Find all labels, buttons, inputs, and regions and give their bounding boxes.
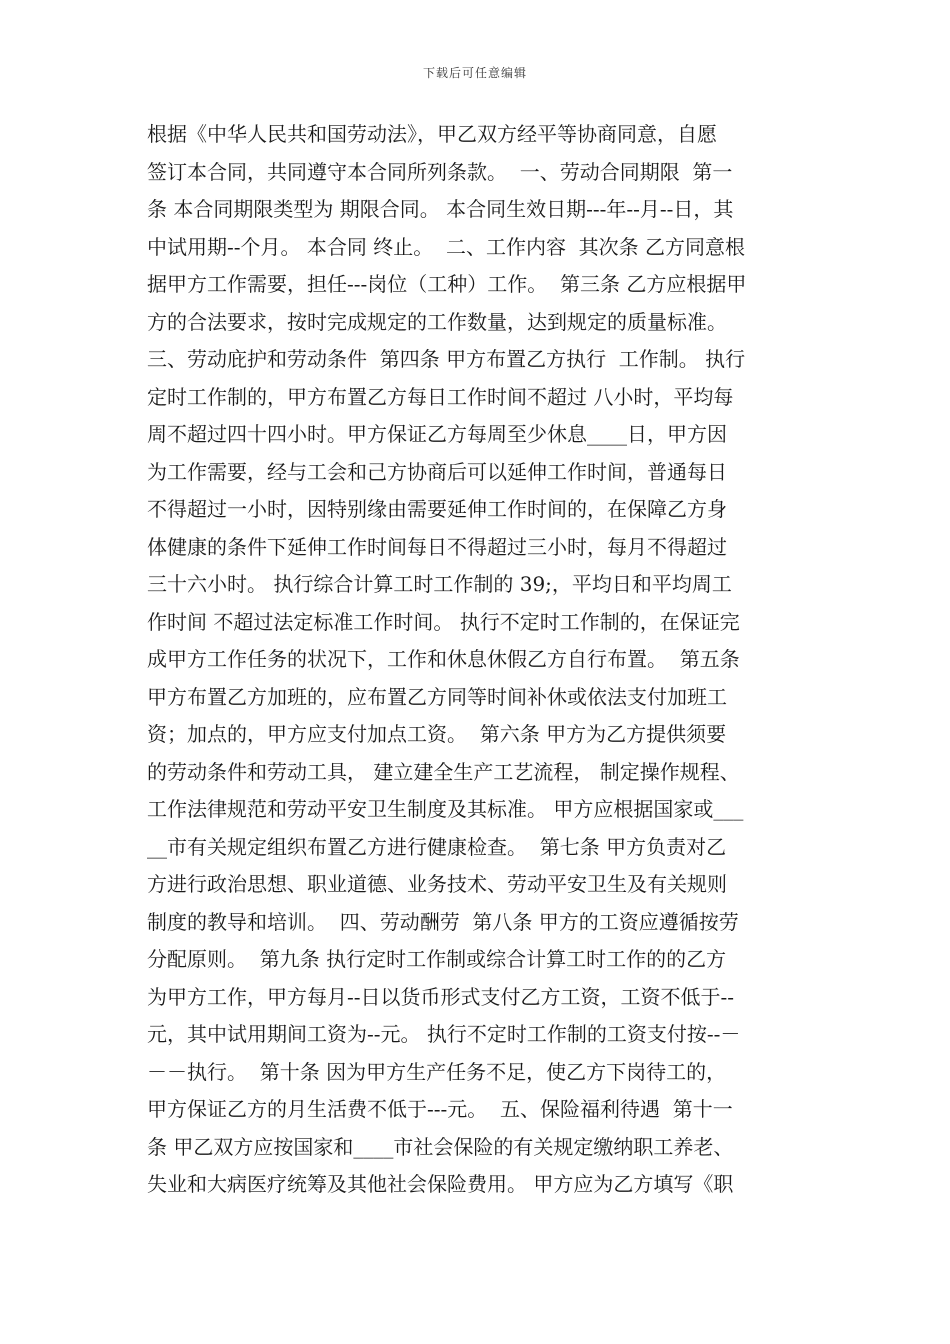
text-line: 体健康的条件下延伸工作时间每日不得超过三小时，每月不得超过 xyxy=(147,534,727,559)
text-line: 为甲方工作，甲方每月--日以货币形式支付乙方工资，工资不低于-- xyxy=(147,984,735,1009)
text-line: 分配原则。 第九条 执行定时工作制或综合计算工时工作的的乙方 xyxy=(147,947,727,971)
text-line: 据甲方工作需要，担任---岗位（工种）工作。 第三条 乙方应根据甲 xyxy=(147,272,747,296)
text-line: 为工作需要，经与工会和己方协商后可以延伸工作时间，普通每日 xyxy=(147,459,727,484)
text-line: 根据《中华人民共和国劳动法》，甲乙双方经平等协商同意，自愿 xyxy=(147,122,717,146)
text-line: 条 甲乙双方应按国家和____市社会保险的有关规定缴纳职工养老、 xyxy=(147,1134,734,1159)
text-line: 签订本合同，共同遵守本合同所列条款。 一、劳动合同期限 第一 xyxy=(147,159,733,184)
text-line: 工作法律规范和劳动平安卫生制度及其标准。 甲方应根据国家或___ xyxy=(147,797,744,821)
text-line: 方进行政治思想、职业道德、业务技术、劳动平安卫生及有关规则 xyxy=(147,872,727,896)
text-line: 定时工作制的，甲方布置乙方每日工作时间不超过 八小时，平均每 xyxy=(147,384,734,409)
text-line: 元，其中试用期间工资为--元。 执行不定时工作制的工资支付按--－ xyxy=(147,1022,741,1046)
text-line: －－执行。 第十条 因为甲方生产任务不足，使乙方下岗待工的， xyxy=(147,1059,727,1084)
text-line: 中试用期--个月。 本合同 终止。 二、工作内容 其次条 乙方同意根 xyxy=(147,234,746,259)
text-line: 作时间 不超过法定标准工作时间。 执行不定时工作制的，在保证完 xyxy=(147,609,740,634)
contract-body xyxy=(147,116,811,1204)
text-line: 三十六小时。 执行综合计算工时工作制的 39;，平均日和平均周工 xyxy=(147,572,732,596)
text-line: 甲方保证乙方的月生活费不低于---元。 五、保险福利待遇 第十一 xyxy=(147,1097,733,1121)
text-line: 成甲方工作任务的状况下，工作和休息休假乙方自行布置。 第五条 xyxy=(147,647,740,671)
text-line: 失业和大病医疗统筹及其他社会保险费用。 甲方应为乙方填写《职 xyxy=(147,1172,734,1196)
text-line: 制度的教导和培训。 四、劳动酬劳 第八条 甲方的工资应遵循按劳 xyxy=(147,909,739,934)
text-line: __市有关规定组织布置乙方进行健康检查。 第七条 甲方负责对乙 xyxy=(147,834,727,859)
text-line: 的劳动条件和劳动工具， 建立建全生产工艺流程， 制定操作规程、 xyxy=(147,759,740,784)
text-line: 三、劳动庇护和劳动条件 第四条 甲方布置乙方执行 工作制。 执行 xyxy=(147,347,746,371)
text-line: 资；加点的，甲方应支付加点工资。 第六条 甲方为乙方提供须要 xyxy=(147,722,727,746)
text-line: 周不超过四十四小时。甲方保证乙方每周至少休息____日，甲方因 xyxy=(147,422,727,446)
text-line: 甲方布置乙方加班的，应布置乙方同等时间补休或依法支付加班工 xyxy=(147,684,727,709)
text-line: 条 本合同期限类型为 期限合同。 本合同生效日期---年--月--日，其 xyxy=(147,197,734,221)
text-line: 不得超过一小时，因特别缘由需要延伸工作时间的，在保障乙方身 xyxy=(147,497,727,521)
text-line: 方的合法要求，按时完成规定的工作数量，达到规定的质量标准。 xyxy=(147,309,727,334)
page-header-note: 下载后可任意编辑 xyxy=(422,66,527,80)
